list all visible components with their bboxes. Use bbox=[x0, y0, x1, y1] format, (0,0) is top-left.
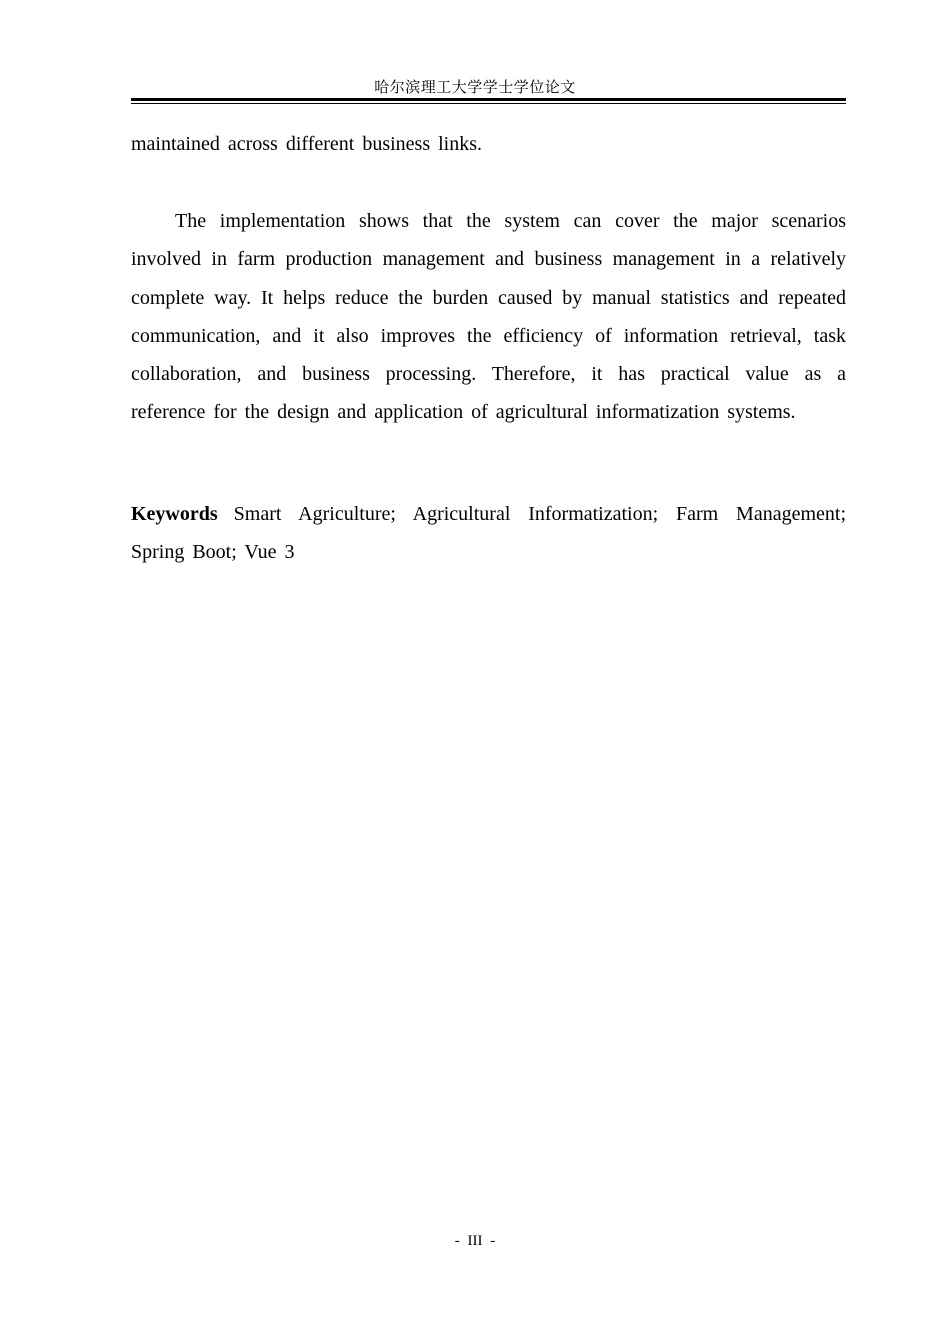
keywords-paragraph bbox=[131, 495, 846, 572]
running-header-title: 哈尔滨理工大学学士学位论文 bbox=[374, 80, 576, 96]
abstract-paragraph: The implementation shows that the system can cover the major scenarios involved in farm production management and business management in a relatively complete way. It helps reduce the burden caused by manual statistics and repeated communication, and it also improves the efficiency of information retrieval, task collaboration, and business processing. Therefore, it has practical value as a reference for the design and application of agricultural informatization systems. bbox=[131, 210, 846, 424]
continued-paragraph: maintained across different business links. bbox=[131, 133, 483, 155]
keywords-label: Keywords bbox=[131, 503, 218, 525]
page-number: - III - bbox=[454, 1233, 496, 1249]
header-rule-thin bbox=[131, 103, 846, 104]
header-rule-thick bbox=[131, 98, 846, 101]
keywords-text: Smart Agriculture; Agricultural Informatization; Farm Management; Spring Boot; Vue 3 bbox=[131, 503, 846, 564]
